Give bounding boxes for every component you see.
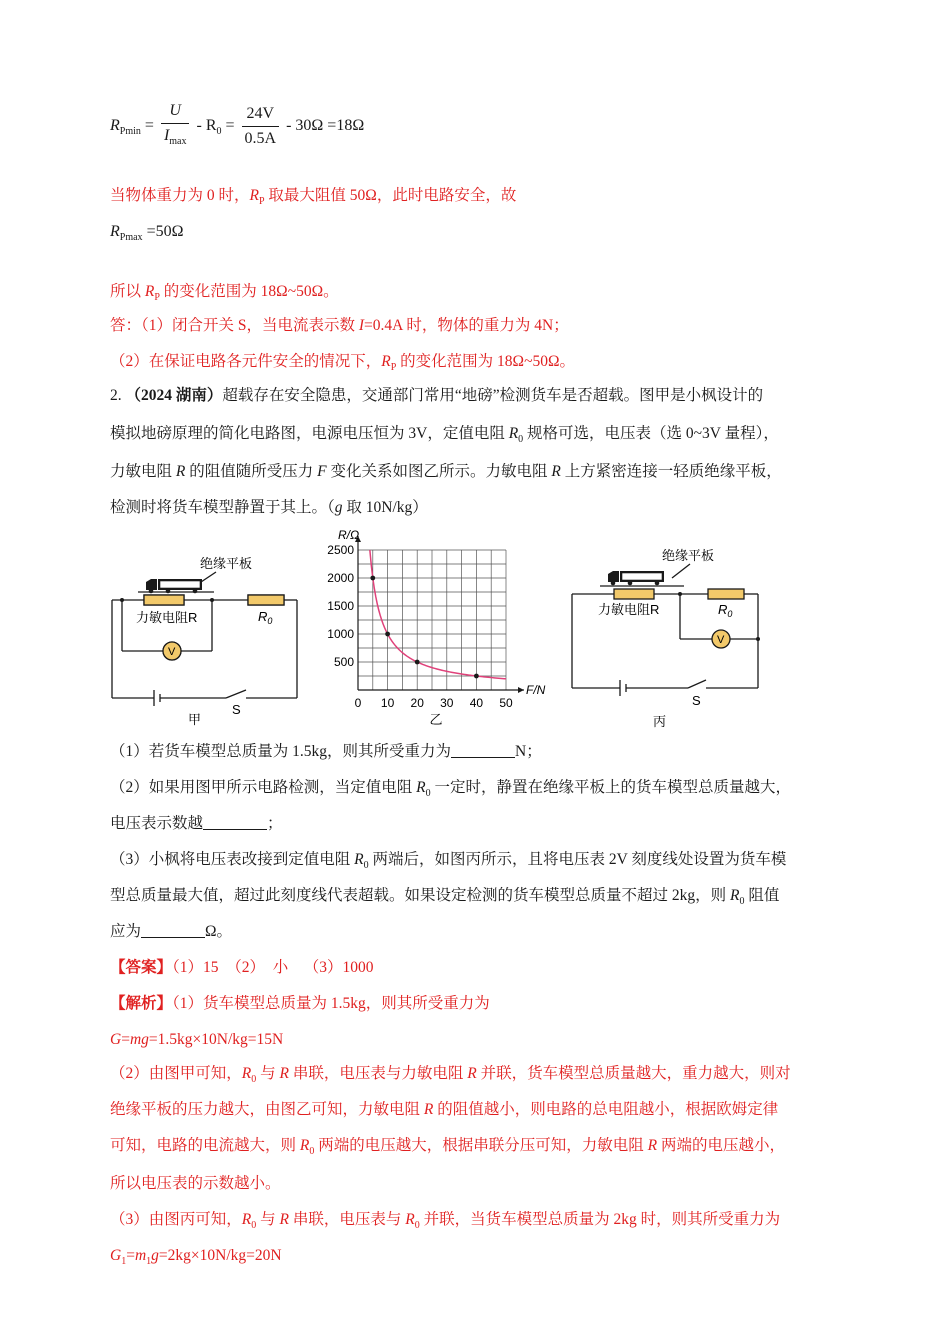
- answer-line-2: （2）在保证电路各元件安全的情况下，$R_P$ 的变化范围为 18Ω~50Ω。: [110, 353, 575, 373]
- figure-caption-jia: 甲: [188, 712, 202, 727]
- analysis-line-5: 可知，电路的电流越大，则 $R_0$ 两端的电压越大，根据串联分压可知，力敏电阻 R 两端的电压越小，: [110, 1137, 785, 1157]
- solution-line-1: 当物体重力为 0 时，$R_P$ 取最大阻值 50Ω，此时电路安全，故: [110, 187, 517, 207]
- x-axis-arrow: [518, 687, 524, 693]
- circuit-bing: [560, 540, 775, 730]
- analysis-line-4: 绝缘平板的压力越大，由图乙可知，力敏电阻 R 的阻值越小，则电路的总电阻越小，根据欧姆定律: [110, 1101, 779, 1118]
- switch-label: S: [692, 693, 701, 708]
- question-2-line-2: 电压表示数越 ；: [110, 815, 283, 832]
- chart-yi: [318, 526, 546, 730]
- answer-blank[interactable]: [141, 923, 205, 938]
- r0-label: $R_0$: [718, 602, 733, 619]
- switch-label: S: [232, 702, 241, 717]
- x-tick-label: 30: [440, 696, 454, 710]
- answer-blank[interactable]: [451, 743, 515, 758]
- problem-line-4: 检测时将货车模型静置于其上。（g 取 10N/kg）: [110, 499, 428, 516]
- truck-icon: [146, 579, 202, 593]
- x-tick-label: 40: [469, 696, 484, 710]
- r0-label: $R_0$: [258, 609, 273, 626]
- answer-blank[interactable]: [203, 815, 267, 830]
- solution-line-2: 所以 $R_P$ 的变化范围为 18Ω~50Ω。: [110, 283, 339, 303]
- data-point: [370, 576, 375, 581]
- truck-icon: [608, 571, 664, 585]
- x-tick-label: 0: [354, 696, 362, 710]
- y-tick-label: 1000: [327, 627, 354, 641]
- problem-line-2: 模拟地磅原理的简化电路图，电源电压恒为 3V，定值电阻 $R_0$ 规格可选，电压表（选 0~3V 量程），: [110, 425, 779, 445]
- x-tick-label: 20: [410, 696, 424, 710]
- data-point: [415, 660, 420, 665]
- series-curve: [370, 550, 506, 679]
- plate-label: 绝缘平板: [662, 548, 715, 563]
- formula-rpmax: $R_{Pmax} =50\Omega$: [110, 223, 184, 243]
- analysis-line-2: G=mg=1.5kg×10N/kg=15N: [110, 1031, 284, 1048]
- circuit-jia: [100, 548, 310, 728]
- chart-ylabel: R/Ω: [338, 528, 360, 542]
- y-tick-label: 2000: [327, 571, 354, 585]
- voltmeter-label: V: [717, 634, 725, 646]
- analysis-line-3: （2）由图甲可知，$R_0$ 与 R 串联，电压表与力敏电阻 R 并联，货车模型总质量越大，重力越大，则对: [110, 1065, 791, 1085]
- chart-series: [370, 550, 506, 679]
- y-tick-label: 500: [333, 655, 354, 669]
- analysis-line-6: 所以电压表的示数越小。: [110, 1175, 281, 1192]
- question-3-line-2: 型总质量最大值，超过此刻度线代表超载。如果设定检测的货车模型总质量不超过 2kg，则 $R_0$ 阻值: [110, 887, 780, 907]
- voltmeter-label: V: [168, 646, 176, 658]
- answer-line: 【答案】（1）15 （2） 小 （3）1000: [110, 959, 374, 976]
- y-tick-label: 2500: [327, 543, 354, 557]
- analysis-line-8: $G_1=m_1g=2kg\times 10N/kg=20N$: [110, 1247, 282, 1267]
- chart-xlabel: F/N: [526, 683, 546, 697]
- answer-line-1: 答：（1）闭合开关 S，当电流表示数 I=0.4A 时，物体的重力为 4N；: [110, 317, 569, 334]
- x-tick-label: 50: [499, 696, 513, 710]
- plate-label: 绝缘平板: [200, 556, 253, 571]
- formula-rpmin: $R_{Pmin}$ = $\frac{U}{I_{max}}$ - $R_0$ = $\frac{24V}{0.5A}$ - 30Ω =18Ω: [110, 101, 365, 147]
- chart-grid: [358, 550, 506, 690]
- data-point: [385, 632, 390, 637]
- chart-ticks: [327, 543, 513, 710]
- analysis-line-7: （3）由图丙可知，$R_0$ 与 R 串联，电压表与 $R_0$ 并联，当货车模型总质量为 2kg 时，则其所受重力为: [110, 1211, 781, 1231]
- x-tick-label: 10: [380, 696, 395, 710]
- question-3-line-1: （3）小枫将电压表改接到定值电阻 $R_0$ 两端后，如图丙所示，且将电压表 2V 刻度线处设置为货车模: [110, 851, 787, 871]
- figure-caption-yi: 乙: [429, 712, 443, 727]
- question-3-line-3: 应为 Ω。: [110, 923, 233, 940]
- problem-line-3: 力敏电阻 R 的阻值随所受压力 F 变化关系如图乙所示。力敏电阻 R 上方紧密连接一轻质绝缘平板，: [110, 463, 782, 480]
- figure-caption-bing: 丙: [653, 714, 667, 729]
- analysis-line-1: 【解析】（1）货车模型总质量为 1.5kg，则其所受重力为: [110, 995, 490, 1012]
- question-1: （1）若货车模型总质量为 1.5kg，则其所受重力为 N；: [110, 743, 542, 760]
- sensor-label: 力敏电阻R: [598, 602, 660, 617]
- data-point: [474, 674, 479, 679]
- sensor-label: 力敏电阻R: [136, 610, 198, 625]
- y-tick-label: 1500: [327, 599, 354, 613]
- question-2-line-1: （2）如果用图甲所示电路检测，当定值电阻 $R_0$ 一定时，静置在绝缘平板上的货车模型总质量越大，: [110, 779, 791, 799]
- problem-line-1: 2. （2024 湖南）超载存在安全隐患，交通部门常用“地磅”检测货车是否超载。图甲是小枫设计的: [110, 387, 764, 404]
